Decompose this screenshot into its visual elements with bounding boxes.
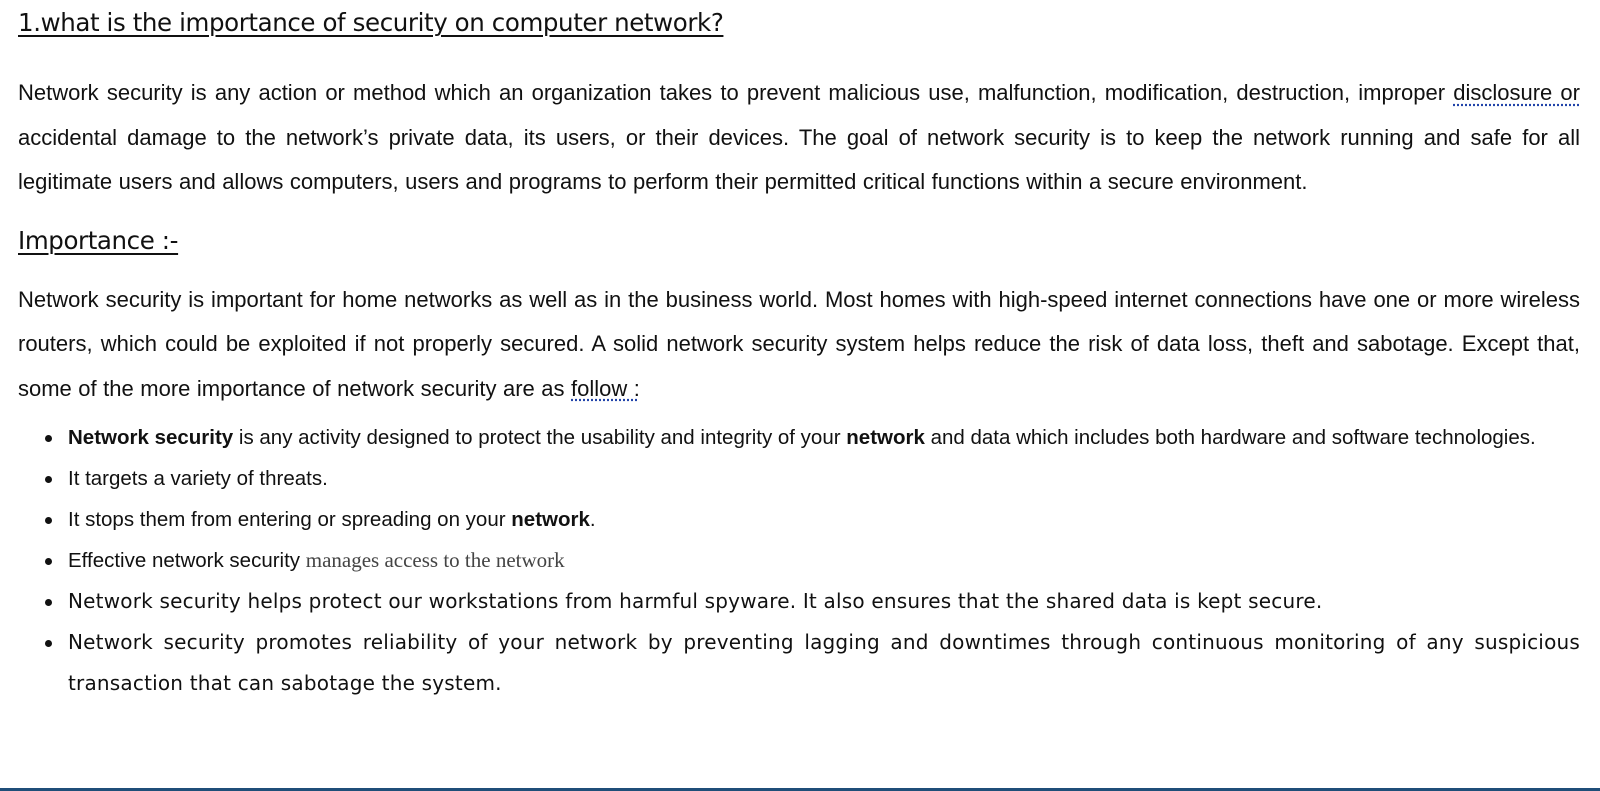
- bullet-icon: [45, 476, 52, 483]
- importance-paragraph: Network security is important for home networks as well as in the business world. Most homes with high-speed internet connections have one or more wireless routers, which could be exploited if not properly secured. A solid network security system helps reduce the risk of data loss, theft and sabotage. Except that, some of the more importance of network security are as follow :: [18, 286, 1580, 401]
- bullet-item: Network security is any activity designed to protect the usability and integrity of your network and data which includes both hardware and software technologies.: [18, 417, 1580, 458]
- bullet-icon: [45, 435, 52, 442]
- bullet-icon: [45, 558, 52, 565]
- bullet-item: Network security promotes reliability of your network by preventing lagging and downtimes through continuous monitoring of any suspicious transaction that can sabotage the system.: [18, 622, 1580, 704]
- bullet-icon: [45, 599, 52, 606]
- document-body[interactable]: [18, 0, 1580, 704]
- definition-paragraph: Network security is any action or method which an organization takes to prevent malicious use, malfunction, modification, destruction, improper disclosure or accidental damage to the network’s private data, its users, or their devices. The goal of network security is to keep the network running and safe for all legitimate users and allows computers, users and programs to perform their permitted critical functions within a secure environment.: [18, 80, 1580, 194]
- spellcheck-flagged-text[interactable]: follow :: [571, 375, 640, 401]
- bullet-item: Effective network security manages access to the network: [18, 540, 1580, 581]
- bullet-icon: [45, 517, 52, 524]
- bullet-item: It stops them from entering or spreading on your network.: [18, 499, 1580, 540]
- importance-heading: Importance :-: [18, 225, 179, 255]
- bullet-item: Network security helps protect our workstations from harmful spyware. It also ensures that the shared data is kept secure.: [18, 581, 1580, 622]
- question-heading: 1.what is the importance of security on computer network?: [18, 8, 724, 37]
- importance-bullet-list: [18, 417, 1580, 704]
- bullet-icon: [45, 640, 52, 647]
- spellcheck-flagged-text[interactable]: disclosure or: [1453, 80, 1580, 105]
- bullet-item: It targets a variety of threats.: [18, 458, 1580, 499]
